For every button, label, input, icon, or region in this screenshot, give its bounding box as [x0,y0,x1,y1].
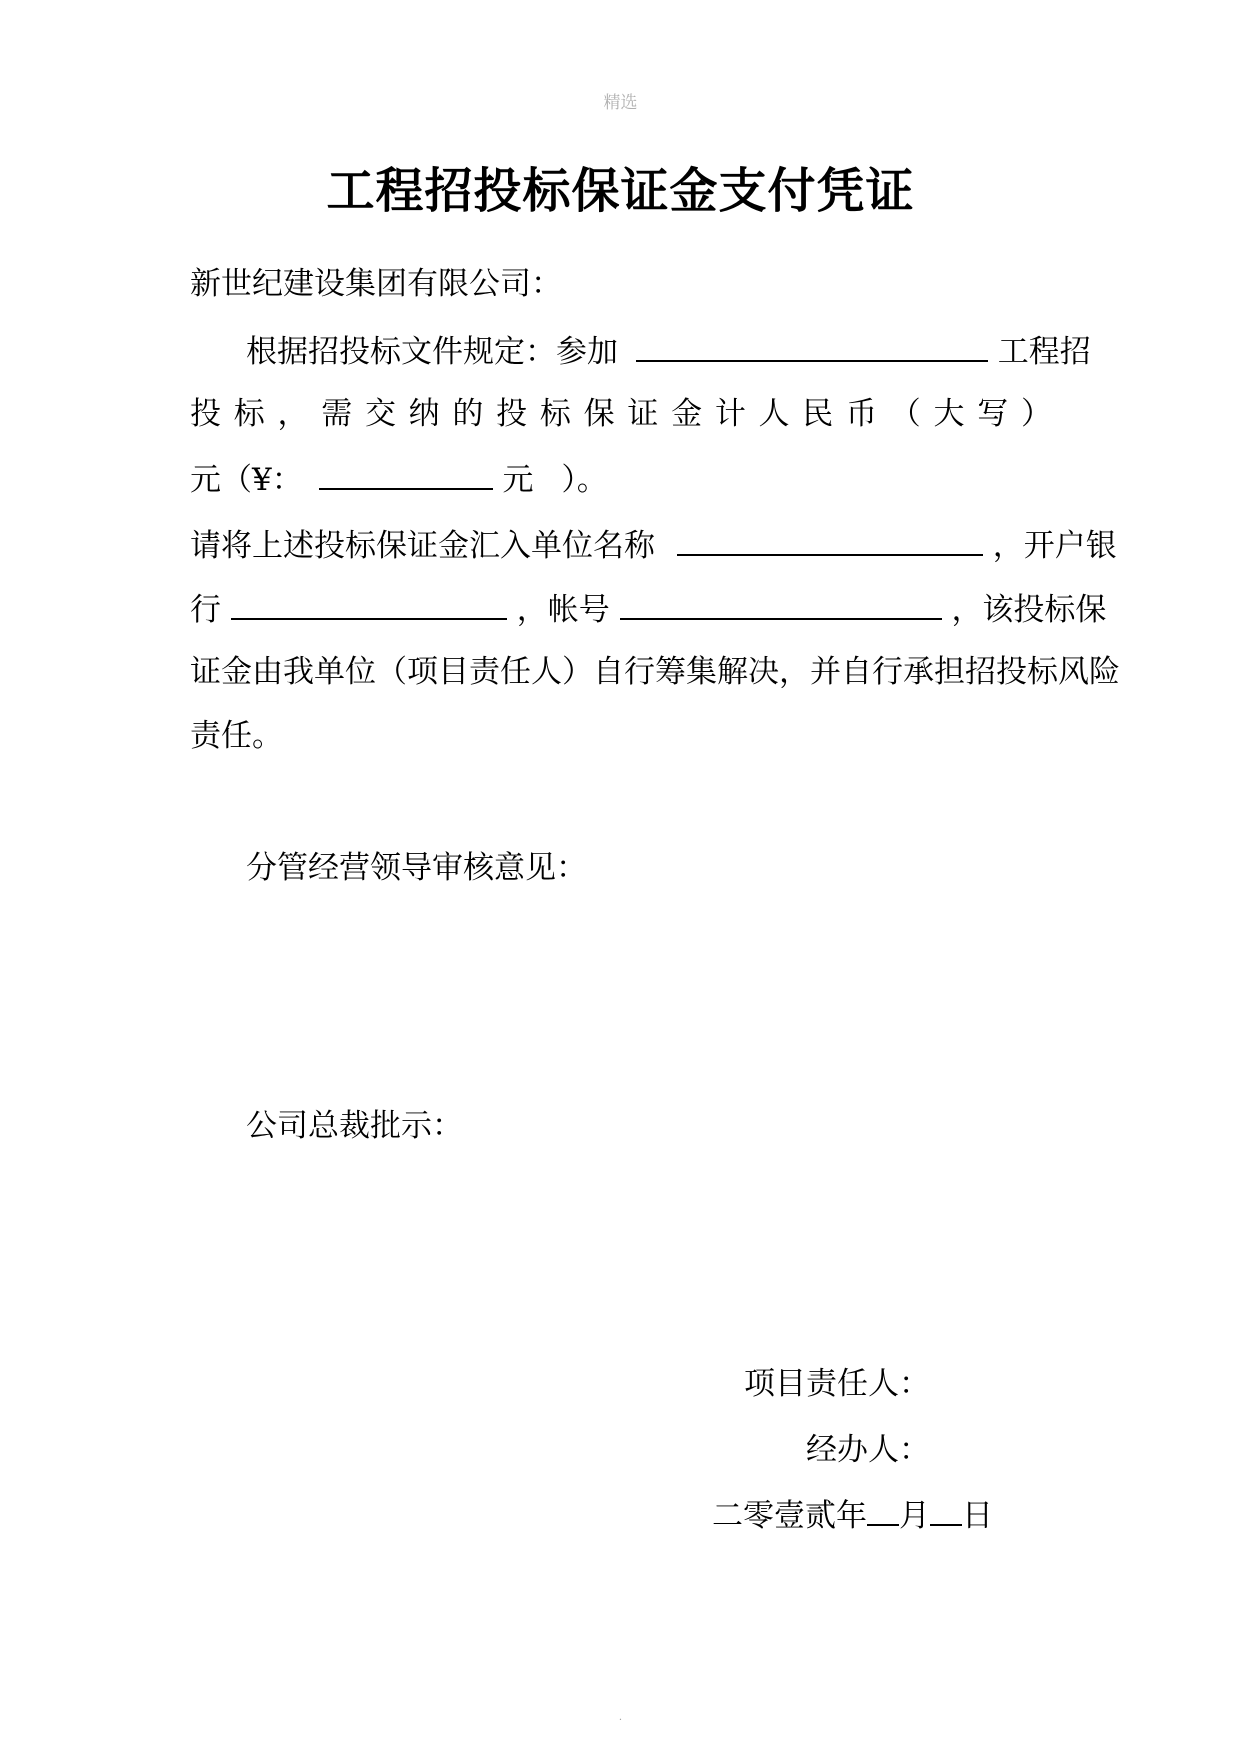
char: 需 [321,396,353,432]
date-month: 月 [899,1498,930,1534]
yuan-label: 元（¥： [190,462,303,498]
project-name-blank[interactable] [636,330,988,362]
page-footer-mark: . [618,1712,623,1723]
date-year: 二零壹贰年 [712,1498,867,1534]
date-day: 日 [962,1498,993,1534]
project-manager-signature-label: 项目责任人： [744,1366,930,1402]
day-blank[interactable] [930,1494,962,1526]
char: 投 [496,396,528,432]
char: 证 [627,396,659,432]
char: 投 [190,396,221,432]
char: 交 [364,396,396,432]
ceo-approval-label: 公司总裁批示： [246,1108,463,1144]
account-label: ，帐号 [516,592,610,628]
para1-line1 [246,330,1091,372]
char: 大 [933,396,965,432]
addressee: 新世纪建设集团有限公司： [190,266,562,302]
char: 标 [539,396,571,432]
para1-line3 [190,458,608,500]
char: 金 [671,396,703,432]
char: ） [1020,396,1052,432]
para1-line2 [190,394,1052,434]
month-blank[interactable] [867,1494,899,1526]
para2-line2-tail: ，该投标保 [951,592,1107,628]
page-header-watermark: 精选 [603,93,638,113]
payee-name-blank[interactable] [677,524,983,556]
date-line [712,1494,993,1536]
para2-line3: 证金由我单位（项目责任人）自行筹集解决，并自行承担招投标风险 [190,654,1120,690]
char: 人 [758,396,790,432]
char: （ [889,396,921,432]
bank-label-start: ，开户银 [992,528,1117,564]
review-opinion-label: 分管经营领导审核意见： [246,850,587,886]
document-title: 工程招投标保证金支付凭证 [326,163,915,219]
char: 民 [802,396,834,432]
amount-figure-blank[interactable] [319,458,493,490]
char: 标 [233,396,265,432]
char: 的 [452,396,484,432]
handler-signature-label: 经办人： [806,1432,930,1468]
char: 保 [583,396,615,432]
bank-name-blank[interactable] [231,588,507,620]
remit-label: 请将上述投标保证金汇入单位名称 [190,528,655,564]
char: 计 [714,396,746,432]
yuan-unit: 元 [502,462,534,498]
para1-after-blank-text: 工程招 [997,334,1091,370]
char: 币 [846,396,878,432]
para2-line1 [190,524,1117,566]
close-paren: ）。 [561,462,608,498]
para1-lead-text: 根据招投标文件规定：参加 [246,334,618,370]
account-number-blank[interactable] [620,588,942,620]
para2-line2 [190,588,1106,630]
para2-line4: 责任。 [190,718,283,754]
char: 纳 [408,396,440,432]
bank-label-end: 行 [190,592,221,628]
char: 写 [977,396,1009,432]
char: ， [277,396,309,432]
